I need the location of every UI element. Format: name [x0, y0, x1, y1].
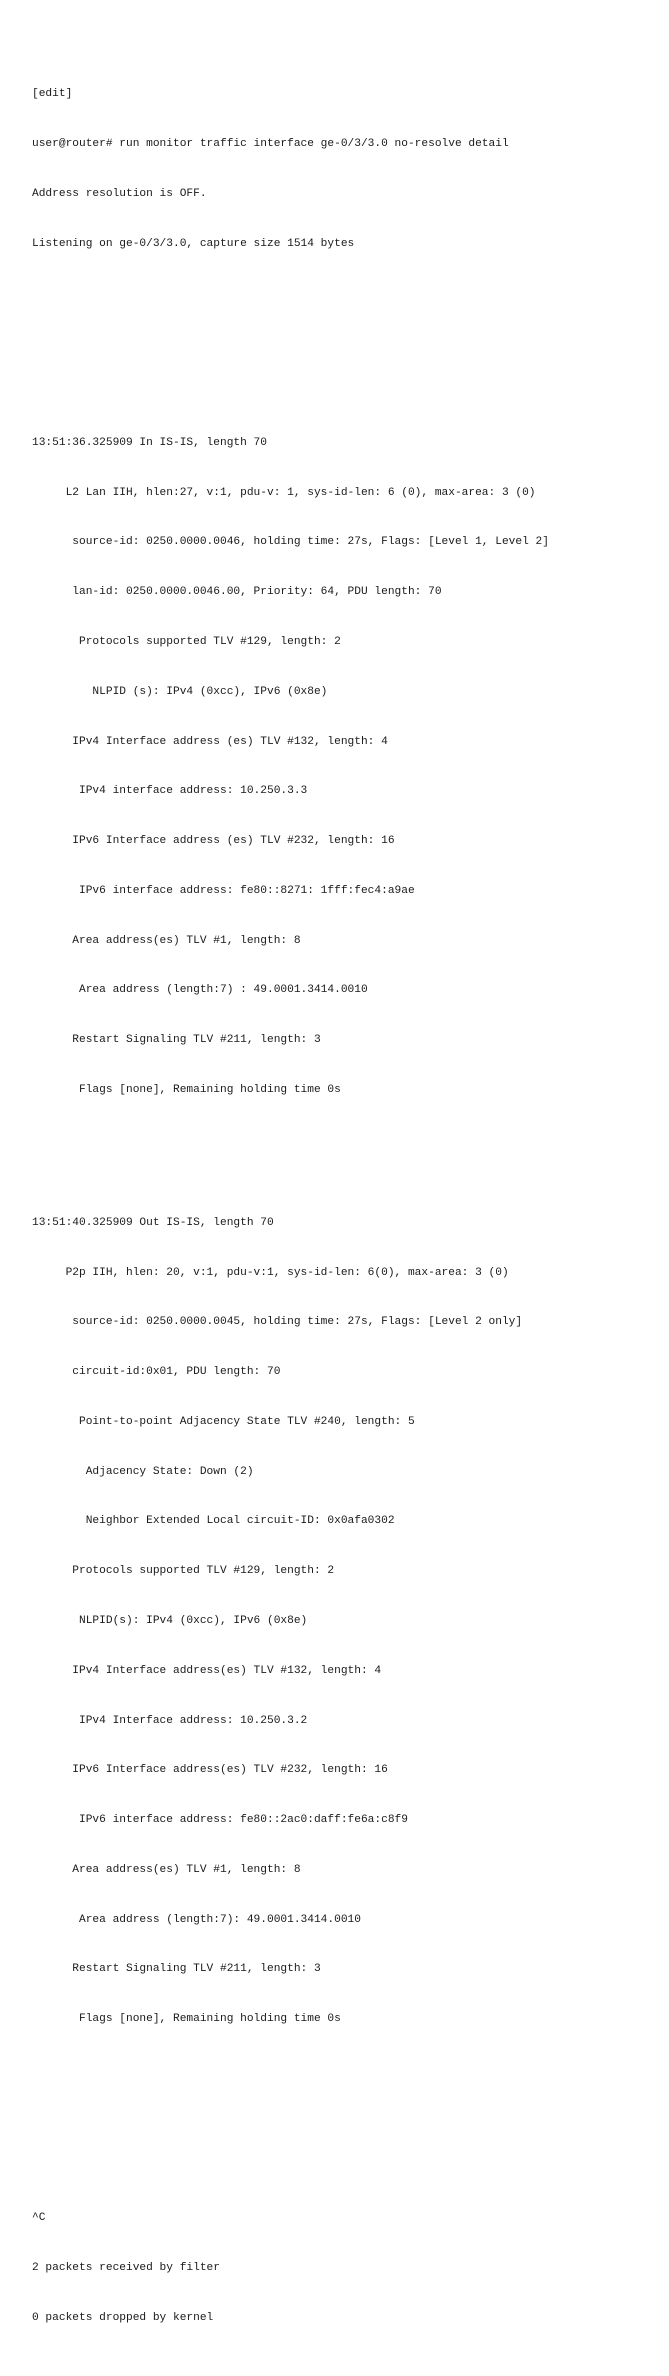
packet-detail-line: Flags [none], Remaining holding time 0s [32, 1084, 341, 1096]
packet-detail-line: IPv6 Interface address(es) TLV #232, length: 16 [32, 1764, 388, 1777]
packet-detail-line: Point-to-point Adjacency State TLV #240, length: 5 [32, 1415, 415, 1428]
terminal-output [32, 20, 662, 2376]
packet-detail-line: Restart Signaling TLV #211, length: 3 [32, 1034, 321, 1047]
packet-detail-line: P2p IIH, hlen: 20, v:1, pdu-v:1, sys-id-len: 6(0), max-area: 3 (0) [32, 1266, 509, 1279]
packet-detail-line: IPv6 Interface address (es) TLV #232, length: 16 [32, 835, 395, 848]
edit-mode-line: [edit] [32, 88, 73, 101]
packet-detail-line: IPv4 interface address: 10.250.3.3 [32, 785, 308, 798]
blank-line [32, 335, 662, 352]
packet-detail-line: lan-id: 0250.0000.0046.00, Priority: 64, PDU length: 70 [32, 586, 442, 599]
packet-detail-line: Flags [none], Remaining holding time 0s [32, 2013, 341, 2026]
packet-detail-line: source-id: 0250.0000.0046, holding time: 27s, Flags: [Level 1, Level 2] [32, 536, 549, 549]
packet-detail-line: Restart Signaling TLV #211, length: 3 [32, 1963, 321, 1976]
packet-block-2 [32, 1182, 662, 2061]
packet-detail-line: IPv6 interface address: fe80::2ac0:daff:fe6a:c8f9 [32, 1814, 408, 1827]
packet-block-1 [32, 402, 662, 1132]
packet-detail-line: Area address (length:7): 49.0001.3414.0010 [32, 1913, 361, 1926]
packet-detail-line: Area address(es) TLV #1, length: 8 [32, 1863, 301, 1876]
packet-detail-line: Protocols supported TLV #129, length: 2 [32, 635, 341, 648]
status-line: Address resolution is OFF. [32, 187, 207, 200]
packet-detail-line: IPv6 interface address: fe80::8271: 1fff:fec4:a9ae [32, 884, 415, 897]
header-section [32, 53, 662, 285]
packet-detail-line: Neighbor Extended Local circuit-ID: 0x0afa0302 [32, 1515, 395, 1528]
packet-detail-line: Protocols supported TLV #129, length: 2 [32, 1565, 335, 1578]
interrupt-line: ^C [32, 2212, 46, 2225]
packet-detail-line: Area address(es) TLV #1, length: 8 [32, 934, 301, 947]
packet-detail-line: NLPID (s): IPv4 (0xcc), IPv6 (0x8e) [32, 685, 328, 698]
packet-detail-line: circuit-id:0x01, PDU length: 70 [32, 1366, 281, 1379]
packet-detail-line: IPv4 Interface address(es) TLV #132, length: 4 [32, 1664, 382, 1677]
packet-detail-line: IPv4 Interface address: 10.250.3.2 [32, 1714, 308, 1727]
summary-line: 2 packets received by filter [32, 2262, 220, 2275]
packet-detail-line: IPv4 Interface address (es) TLV #132, length: 4 [32, 735, 388, 748]
packet-detail-line: L2 Lan IIH, hlen:27, v:1, pdu-v: 1, sys-id-len: 6 (0), max-area: 3 (0) [32, 486, 536, 499]
packet-detail-line: source-id: 0250.0000.0045, holding time: 27s, Flags: [Level 2 only] [32, 1316, 523, 1329]
blank-line [32, 2111, 662, 2128]
packet-summary-line: 13:51:40.325909 Out IS-IS, length 70 [32, 1216, 274, 1229]
footer-section [32, 2177, 662, 2360]
status-line: Listening on ge-0/3/3.0, capture size 1514 bytes [32, 237, 355, 250]
packet-summary-line: 13:51:36.325909 In IS-IS, length 70 [32, 436, 267, 449]
command-line: user@router# run monitor traffic interface ge-0/3/3.0 no-resolve detail [32, 138, 509, 151]
packet-detail-line: Area address (length:7) : 49.0001.3414.0010 [32, 984, 368, 997]
packet-detail-line: NLPID(s): IPv4 (0xcc), IPv6 (0x8e) [32, 1615, 308, 1627]
summary-line: 0 packets dropped by kernel [32, 2311, 214, 2324]
packet-detail-line: Adjacency State: Down (2) [32, 1465, 254, 1478]
